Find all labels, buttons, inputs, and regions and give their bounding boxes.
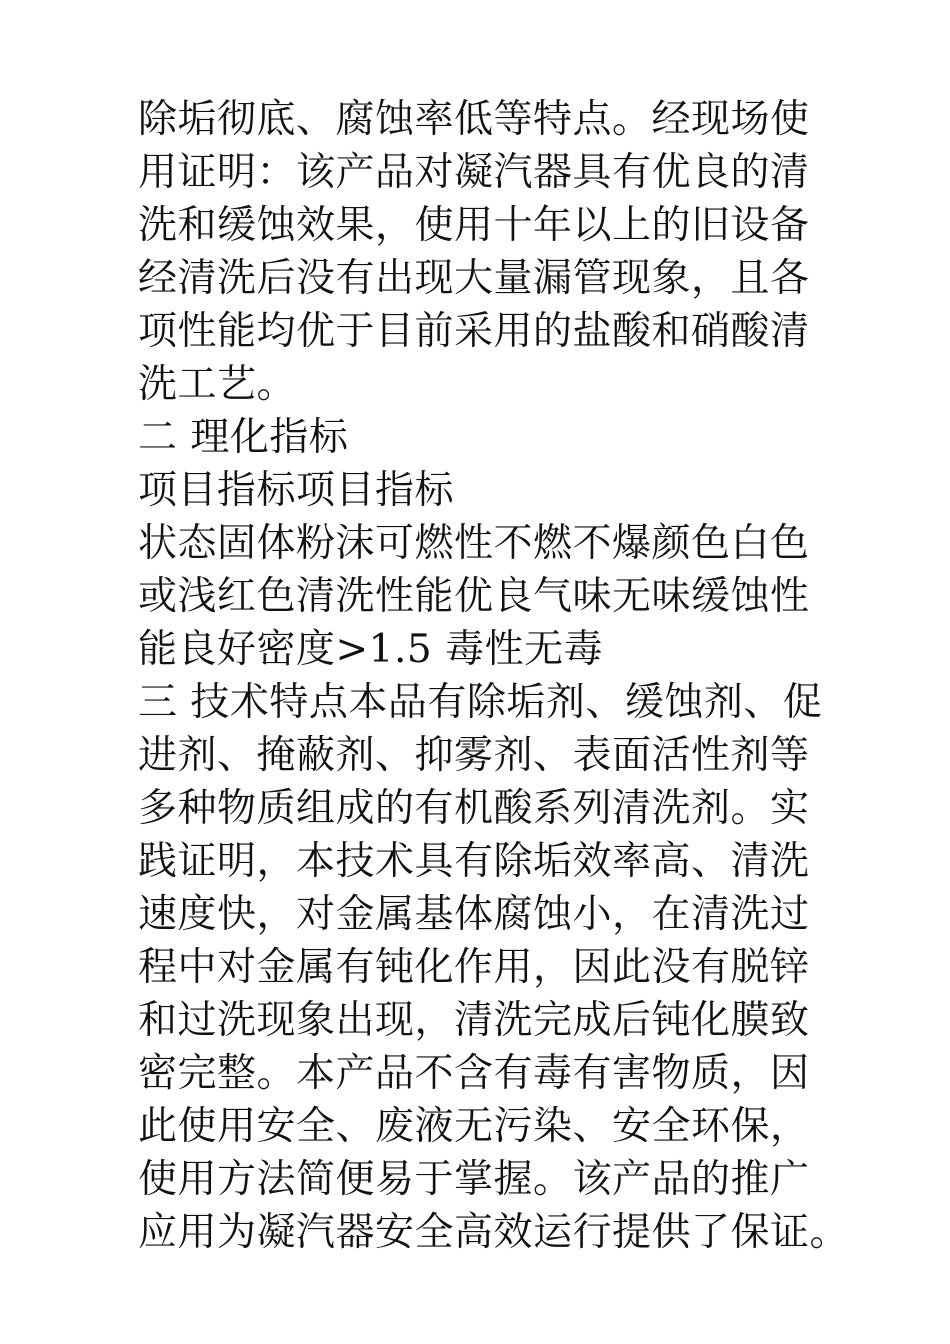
text-line: 多种物质组成的有机酸系列清洗剂。实: [138, 786, 810, 831]
text-line: 除垢彻底、腐蚀率低等特点。经现场使: [138, 97, 810, 142]
text-line: 洗和缓蚀效果，使用十年以上的旧设备: [138, 203, 810, 248]
section-heading-3: 三 技术特点本品有除垢剂、缓蚀剂、促: [138, 680, 823, 725]
text-line: 程中对金属有钝化作用，因此没有脱锌: [138, 945, 810, 990]
section-heading-2: 二 理化指标: [138, 415, 349, 460]
text-line: 洗工艺。: [138, 362, 297, 407]
table-header-line: 项目指标项目指标: [138, 468, 455, 513]
text-line: 状态固体粉沫可燃性不燃不爆颜色白色: [138, 521, 810, 566]
document-body: [138, 93, 850, 1259]
text-line: 能良好密度>1.5 毒性无毒: [138, 627, 604, 672]
text-line: 使用方法简便易于掌握。该产品的推广: [138, 1157, 810, 1202]
text-line: 用证明：该产品对凝汽器具有优良的清: [138, 150, 810, 195]
text-line: 和过洗现象出现，清洗完成后钝化膜致: [138, 998, 810, 1043]
text-line: 速度快，对金属基体腐蚀小，在清洗过: [138, 892, 810, 937]
text-line: 密完整。本产品不含有毒有害物质，因: [138, 1051, 810, 1096]
text-line: 或浅红色清洗性能优良气味无味缓蚀性: [138, 574, 810, 619]
text-line: 项性能均优于目前采用的盐酸和硝酸清: [138, 309, 810, 354]
text-line: 应用为凝汽器安全高效运行提供了保证。: [138, 1210, 850, 1255]
text-line: 进剂、掩蔽剂、抑雾剂、表面活性剂等: [138, 733, 810, 778]
text-line: 践证明，本技术具有除垢效率高、清洗: [138, 839, 810, 884]
text-line: 此使用安全、废液无污染、安全环保，: [138, 1104, 810, 1149]
text-line: 经清洗后没有出现大量漏管现象，且各: [138, 256, 810, 301]
